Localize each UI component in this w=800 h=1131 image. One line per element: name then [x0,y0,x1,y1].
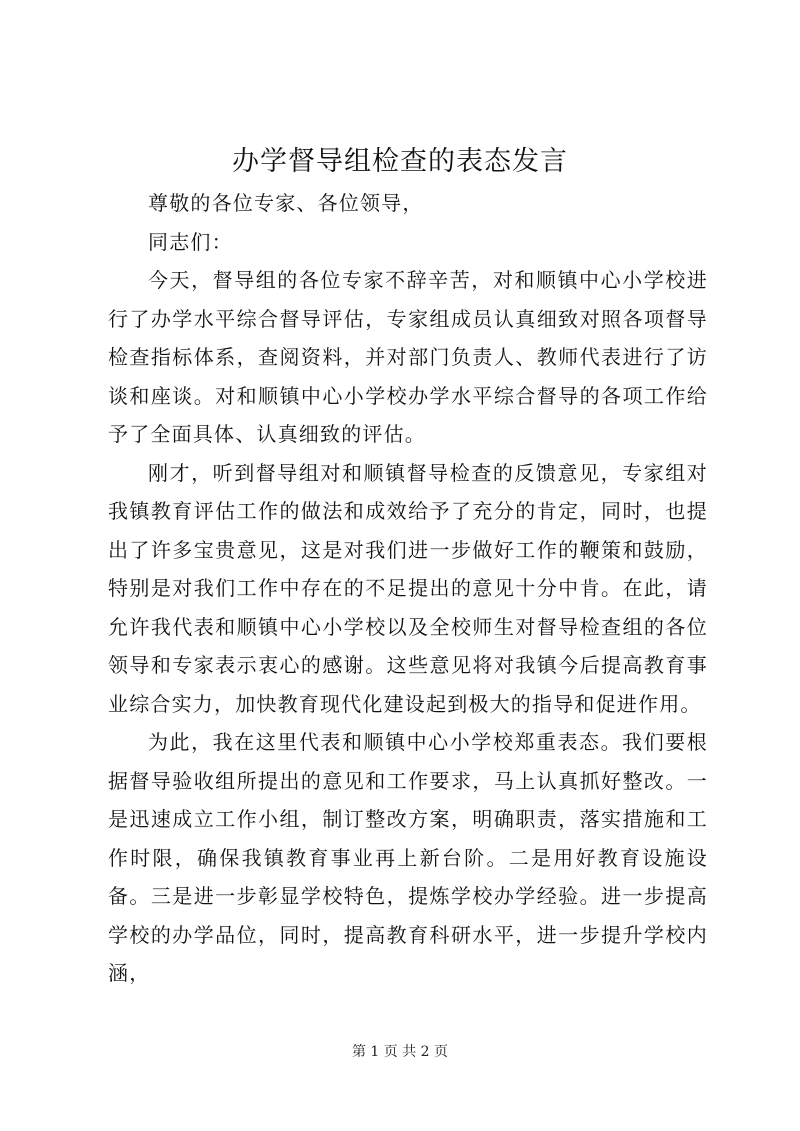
document-body [108,184,708,993]
page-number: 第 1 页 共 2 页 [351,1044,449,1060]
document-title: 办学督导组检查的表态发言 [232,146,568,177]
salutation-line-2: 同志们： [148,229,233,254]
page-footer [0,1042,800,1062]
body-paragraph-2: 刚才，听到督导组对和顺镇督导检查的反馈意见，专家组对我镇教育评估工作的做法和成效给予了充分的肯定，同时，也提出了许多宝贵意见，这是对我们进一步做好工作的鞭策和鼓励，特别是对我们工作中存在的不足提出的意见十分中肯。在此，请允许我代表和顺镇中心小学校以及全校师生对督导检查组的各位领导和专家表示衷心的感谢。这些意见将对我镇今后提高教育事业综合实力，加快教育现代化建设起到极大的指导和促进作用。 [108,460,708,716]
salutation-line-1: 尊敬的各位专家、各位领导， [148,191,424,215]
body-paragraph-1: 今天，督导组的各位专家不辞辛苦，对和顺镇中心小学校进行了办学水平综合督导评估，专家组成员认真细致对照各项督导检查指标体系，查阅资料，并对部门负责人、教师代表进行了访谈和座谈。对和顺镇中心小学校办学水平综合督导的各项工作给予了全面具体、认真细致的评估。 [108,268,708,446]
body-paragraph-3: 为此，我在这里代表和顺镇中心小学校郑重表态。我们要根据督导验收组所提出的意见和工作要求，马上认真抓好整改。一是迅速成立工作小组，制订整改方案，明确职责，落实措施和工作时限，确保我镇教育事业再上新台阶。二是用好教育设施设备。三是进一步彰显学校特色，提炼学校办学经验。进一步提高学校的办学品位，同时，提高教育科研水平，进一步提升学校内涵， [108,730,708,985]
